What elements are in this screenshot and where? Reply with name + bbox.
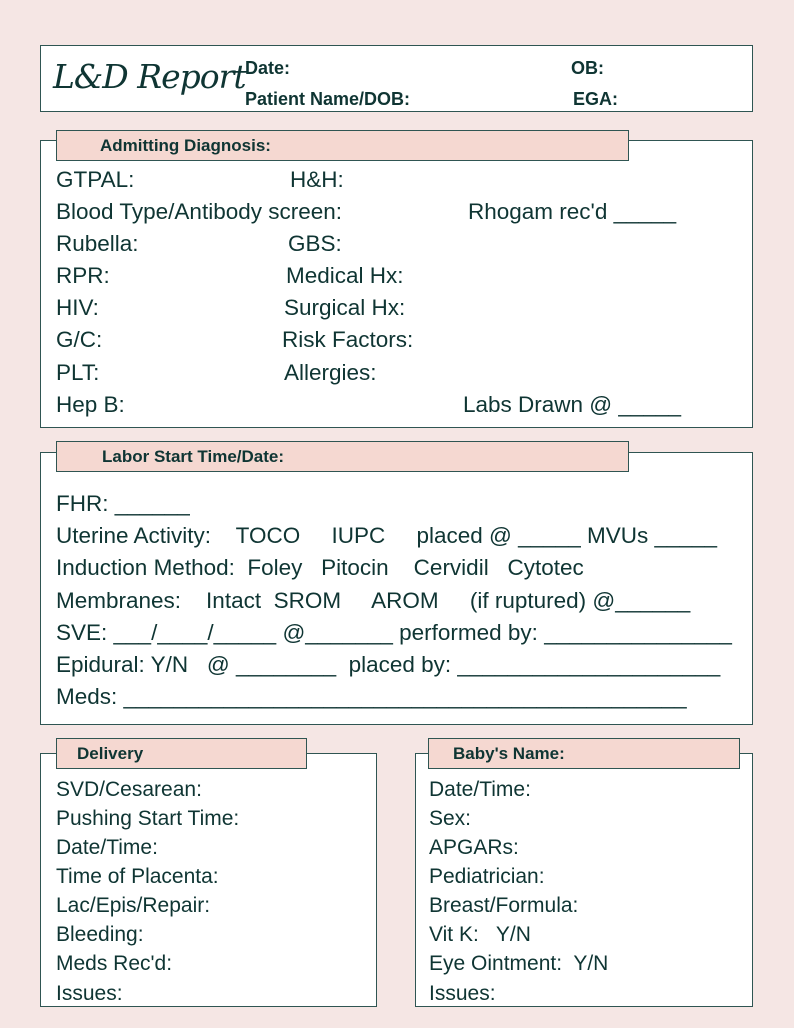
medical-hx-field: Medical Hx: xyxy=(286,263,404,288)
rpr-field: RPR: xyxy=(56,263,110,288)
delivery-item: Date/Time: xyxy=(56,836,158,859)
sve-field: SVE: ___/____/_____ @_______ performed by: _______________ xyxy=(56,620,732,645)
baby-item: Vit K: Y/N xyxy=(429,923,531,946)
fhr-field: FHR: ______ xyxy=(56,491,190,516)
baby-item: Pediatrician: xyxy=(429,865,545,888)
date-label: Date: xyxy=(245,58,291,78)
ob-label: OB: xyxy=(571,58,604,78)
delivery-item: Meds Rec'd: xyxy=(56,952,173,975)
uterine-activity-field: Uterine Activity: TOCO IUPC placed @ _____ MVUs _____ xyxy=(56,523,718,548)
delivery-item: Time of Placenta: xyxy=(56,865,219,888)
admitting-title: Admitting Diagnosis: xyxy=(56,130,629,161)
rhogam-field: Rhogam rec'd _____ xyxy=(468,199,677,224)
membranes-field: Membranes: Intact SROM AROM (if ruptured) @______ xyxy=(56,588,691,613)
patient-label: Patient Name/DOB: xyxy=(245,89,411,109)
delivery-title: Delivery xyxy=(56,738,307,769)
epidural-field: Epidural: Y/N @ ________ placed by: _____________________ xyxy=(56,652,721,677)
labs-drawn-field: Labs Drawn @ _____ xyxy=(463,392,681,417)
header-box xyxy=(40,45,753,112)
delivery-item: Issues: xyxy=(56,982,123,1005)
baby-title: Baby's Name: xyxy=(428,738,740,769)
gc-field: G/C: xyxy=(56,327,103,352)
allergies-field: Allergies: xyxy=(284,360,377,385)
blood-type-field: Blood Type/Antibody screen: xyxy=(56,199,343,224)
hep-b-field: Hep B: xyxy=(56,392,125,417)
plt-field: PLT: xyxy=(56,360,100,385)
report-logo: L&D Report xyxy=(53,57,246,96)
delivery-item: Bleeding: xyxy=(56,923,144,946)
hiv-field: HIV: xyxy=(56,295,99,320)
surgical-hx-field: Surgical Hx: xyxy=(284,295,406,320)
delivery-item: SVD/Cesarean: xyxy=(56,778,202,801)
delivery-item: Pushing Start Time: xyxy=(56,807,240,830)
ega-label: EGA: xyxy=(573,89,618,109)
baby-item: Date/Time: xyxy=(429,778,531,801)
gbs-field: GBS: xyxy=(288,231,342,256)
baby-item: Issues: xyxy=(429,982,496,1005)
delivery-item: Lac/Epis/Repair: xyxy=(56,894,211,917)
meds-field: Meds: _____________________________________________ xyxy=(56,684,687,709)
gtpal-field: GTPAL: xyxy=(56,167,135,192)
rubella-field: Rubella: xyxy=(56,231,139,256)
baby-item: Sex: xyxy=(429,807,472,830)
labor-title: Labor Start Time/Date: xyxy=(56,441,629,472)
baby-item: Eye Ointment: Y/N xyxy=(429,952,609,975)
induction-method-field: Induction Method: Foley Pitocin Cervidil Cytotec xyxy=(56,555,584,580)
baby-item: APGARs: xyxy=(429,836,519,859)
risk-factors-field: Risk Factors: xyxy=(282,327,414,352)
baby-item: Breast/Formula: xyxy=(429,894,579,917)
hh-field: H&H: xyxy=(290,167,344,192)
